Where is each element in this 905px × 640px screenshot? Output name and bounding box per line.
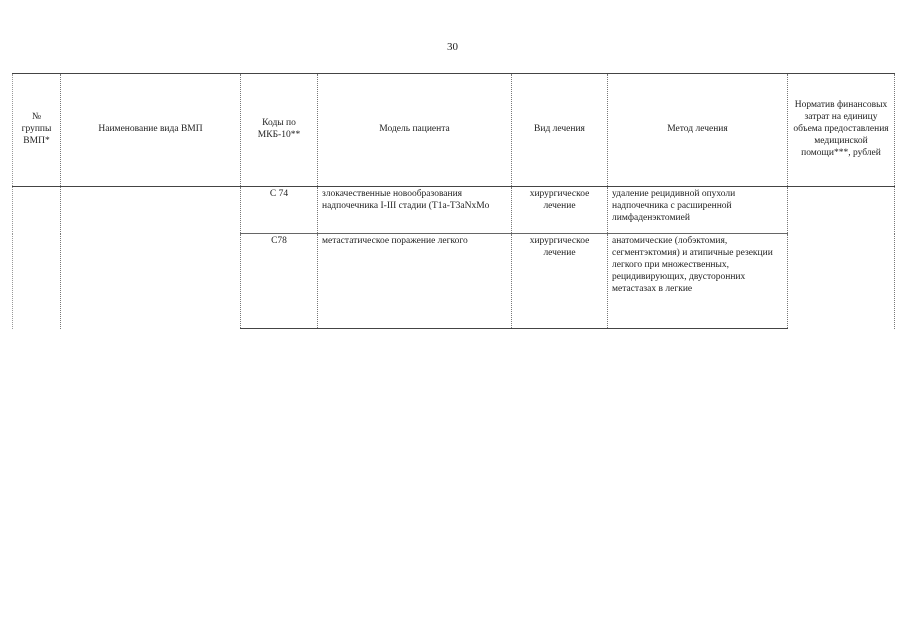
norm-cell	[788, 187, 895, 329]
method-cell: анатомические (лобэктомия, сегментэктомия) и атипичные резекции легкого при множественных, рецидивирующих, двусторонних метастазах в легкие	[608, 234, 788, 329]
header-treatment-type: Вид лечения	[512, 74, 608, 187]
header-model: Модель пациента	[318, 74, 512, 187]
treatment-type-cell: хирургическое лечение	[512, 187, 608, 234]
treatment-type-cell: хирургическое лечение	[512, 234, 608, 329]
page-number: 30	[447, 41, 458, 53]
group-cell	[13, 187, 61, 329]
model-cell: злокачественные новообразования надпочечника I-III стадии (Т1а-Т3аNxMo	[318, 187, 512, 234]
header-group: № группы ВМП*	[13, 74, 61, 187]
name-cell	[61, 187, 241, 329]
code-cell: С 74	[241, 187, 318, 234]
table-row	[13, 187, 895, 234]
vmp-table	[12, 73, 895, 329]
header-name: Наименование вида ВМП	[61, 74, 241, 187]
header-norm: Норматив финансовых затрат на единицу объема предоставления медицинской помощи***, рублей	[788, 74, 895, 187]
code-cell: С78	[241, 234, 318, 329]
method-cell: удаление рецидивной опухоли надпочечника с расширенной лимфаденэктомией	[608, 187, 788, 234]
header-codes: Коды по МКБ-10**	[241, 74, 318, 187]
header-method: Метод лечения	[608, 74, 788, 187]
table-header-row	[13, 74, 895, 187]
model-cell: метастатическое поражение легкого	[318, 234, 512, 329]
